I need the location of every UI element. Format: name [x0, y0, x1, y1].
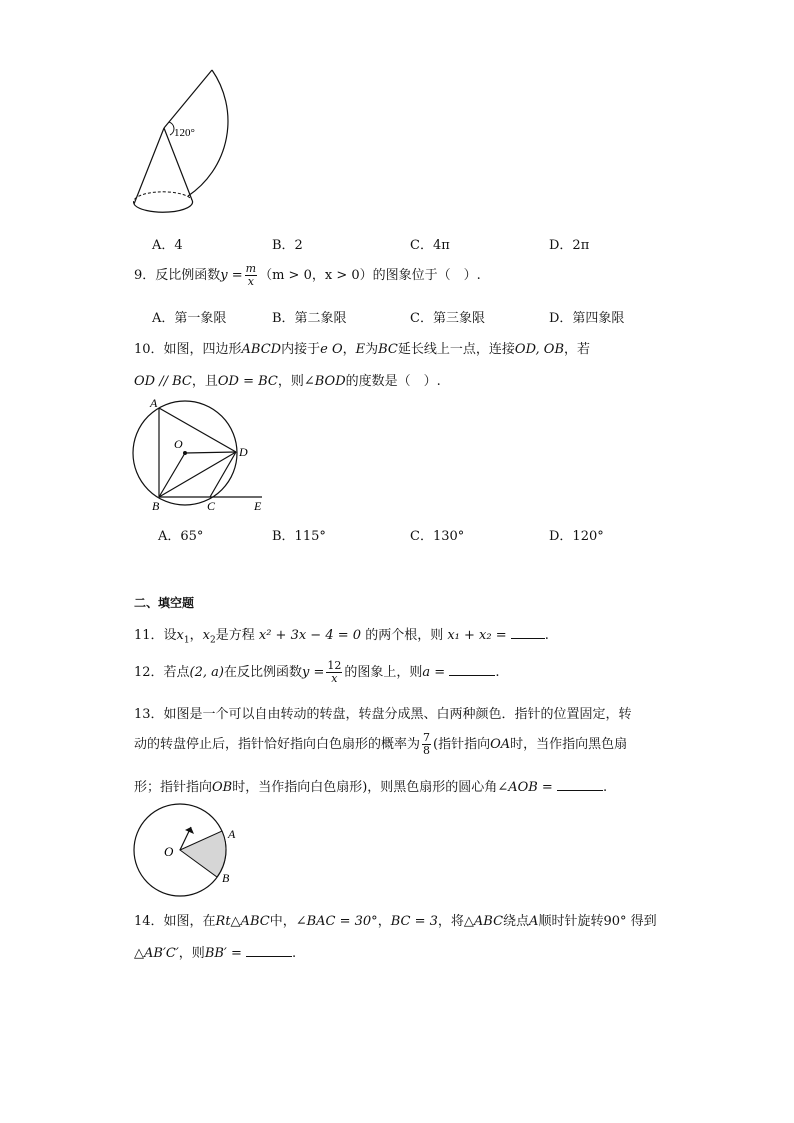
- q10-t6: ，若: [564, 342, 591, 357]
- q11-equation: x² + 3x − 4 = 0: [258, 628, 362, 643]
- q9-fraction: [245, 263, 257, 288]
- seg-od: [185, 452, 236, 453]
- sector-edge-top: [164, 70, 212, 128]
- section-title: 二、填空题: [134, 596, 195, 610]
- label-o: O: [164, 844, 174, 859]
- q11-x1: x: [176, 628, 184, 643]
- q13-oa: OA: [490, 737, 511, 752]
- q10-t7: ，且: [191, 374, 218, 389]
- q9-den: x: [247, 275, 254, 288]
- q10-option-c[interactable]: C．130°: [410, 529, 465, 544]
- q10-circle-o: e O: [320, 342, 343, 357]
- q14-t8: ，则: [178, 946, 205, 961]
- q11-answer-blank[interactable]: [511, 626, 545, 639]
- q12-fraction: [326, 660, 342, 685]
- label-a: A: [150, 396, 158, 410]
- q10-abcd: ABCD: [241, 342, 282, 357]
- q10-odob: OD, OB: [514, 342, 564, 357]
- q12-t2: 在反比例函数: [223, 665, 302, 680]
- q13-t2: (指针指向: [433, 737, 491, 752]
- q14-triangle: △ABC: [463, 914, 504, 929]
- q11-sub2: 2: [209, 635, 216, 646]
- q10-t1: 10．如图，四边形: [134, 342, 242, 357]
- q9-num: m: [245, 262, 257, 275]
- q13-answer-blank[interactable]: [557, 778, 603, 791]
- label-b: B: [152, 499, 160, 513]
- q11-sum: x₁ + x₂ =: [447, 628, 507, 643]
- q14-t2: 中，: [269, 914, 296, 929]
- q14-t1: 14．如图，在: [134, 914, 216, 929]
- q13-den: 8: [423, 744, 431, 757]
- q10-option-b[interactable]: B．115°: [272, 529, 326, 544]
- q14-line2: [134, 942, 296, 961]
- q12-point: (2, a): [189, 665, 224, 680]
- q9-text-2: 的图象位于（ ）.: [372, 268, 481, 283]
- q14-point-a: A: [529, 914, 539, 929]
- q12-stem: [134, 660, 499, 686]
- shaded-sector: [180, 831, 226, 877]
- q10-stem-line2: [134, 370, 441, 389]
- cone-base-front: [134, 200, 193, 212]
- q11-t1: 11．设: [134, 628, 177, 643]
- q9-condition: （m > 0，x > 0）: [259, 268, 373, 283]
- q10-angle-bod: ∠BOD: [303, 374, 346, 389]
- q10-option-d[interactable]: D．120°: [549, 529, 604, 544]
- q14-bc: BC = 3: [390, 914, 438, 929]
- q14-end: .: [292, 946, 297, 961]
- seg-ob: [159, 453, 185, 497]
- q9-option-d[interactable]: D．第四象限: [549, 311, 625, 326]
- cone-base-back: [133, 192, 192, 204]
- q13-t4: 形；指针指向: [134, 780, 213, 795]
- q13-line1: 13．如图是一个可以自由转动的转盘，转盘分成黑、白两种颜色．指针的位置固定，转: [134, 707, 632, 722]
- angle-label: 120°: [174, 127, 195, 139]
- spinner-figure: [128, 800, 248, 900]
- q10-t4: 为: [365, 342, 379, 357]
- q10-t2: 内接于: [281, 342, 321, 357]
- q11-comma: ，: [189, 628, 203, 643]
- q14-bb: BB′ =: [204, 946, 242, 961]
- q10-t5: 延长线上一点，连接: [397, 342, 515, 357]
- point-o: [183, 451, 187, 455]
- q10-stem-line1: [134, 338, 590, 357]
- cone-sector-figure: [128, 66, 248, 218]
- q13-line3: [134, 776, 607, 795]
- q13-end: .: [602, 780, 608, 795]
- pointer-arrow-icon: [185, 827, 194, 834]
- q13-angle: ∠AOB =: [497, 780, 553, 795]
- q12-den: x: [331, 672, 338, 685]
- q10-option-a[interactable]: A．65°: [158, 529, 204, 544]
- q11-t3: 的两个根，则: [365, 628, 444, 643]
- q13-line2: [134, 732, 627, 758]
- q8-option-a[interactable]: A．4: [152, 238, 183, 253]
- q12-var: a =: [422, 665, 446, 680]
- q8-option-b[interactable]: B．2: [272, 238, 303, 253]
- q10-t3: ，: [342, 342, 356, 357]
- q12-num: 12: [327, 659, 342, 672]
- q14-t7: 得到: [630, 914, 657, 929]
- label-b: B: [222, 871, 230, 885]
- q11-x2: x: [202, 628, 210, 643]
- q9-option-c[interactable]: C．第三象限: [410, 311, 485, 326]
- q10-t9: 的度数是（ ）.: [345, 374, 441, 389]
- q9-text-1: 9．反比例函数: [134, 268, 221, 283]
- q14-t6: 顺时针旋转: [538, 914, 604, 929]
- seg-bd: [159, 452, 236, 497]
- q14-degrees: 90°: [603, 914, 627, 929]
- q10-bc: BC: [378, 342, 398, 357]
- q14-triangle-rotated: △AB′C′: [134, 946, 179, 961]
- q14-rt-triangle: Rt△ABC: [215, 914, 270, 929]
- q14-t5: 绕点: [503, 914, 530, 929]
- q12-y-eq: y =: [302, 665, 325, 680]
- q8-option-d[interactable]: D．2π: [549, 238, 590, 253]
- q11-t2: 是方程: [215, 628, 255, 643]
- q9-option-b[interactable]: B．第二象限: [272, 311, 347, 326]
- q11-end: .: [544, 628, 549, 643]
- q12-answer-blank[interactable]: [449, 663, 495, 676]
- q14-t3: ，: [377, 914, 391, 929]
- label-d: D: [239, 445, 248, 459]
- q12-t1: 12．若点: [134, 665, 190, 680]
- q11-sub1: 1: [183, 635, 190, 646]
- q10-circle-figure: [128, 394, 278, 516]
- q9-option-a[interactable]: A．第一象限: [152, 311, 227, 326]
- q13-ob: OB: [212, 780, 233, 795]
- q14-t4: ，将: [437, 914, 464, 929]
- q10-od-parallel: OD // BC: [134, 374, 192, 389]
- q13-num: 7: [423, 731, 431, 744]
- q8-option-c[interactable]: C．4π: [410, 238, 450, 253]
- q13-t3: 时，当作指向黑色扇: [510, 737, 628, 752]
- q13-fraction: [422, 732, 431, 757]
- q10-e: E: [355, 342, 366, 357]
- label-c: C: [207, 499, 216, 513]
- q13-t1: 动的转盘停止后，指针恰好指向白色扇形的概率为: [134, 737, 421, 752]
- q13-t5: 时，当作指向白色扇形)，则黑色扇形的圆心角: [232, 780, 498, 795]
- q14-answer-blank[interactable]: [246, 944, 292, 957]
- q14-line1: [134, 910, 657, 929]
- label-o: O: [174, 437, 183, 451]
- label-a: A: [228, 827, 236, 841]
- q10-t8: ，则: [277, 374, 304, 389]
- q10-od-eq-bc: OD = BC: [217, 374, 278, 389]
- q12-end: .: [495, 665, 500, 680]
- q9-stem: [134, 263, 481, 289]
- seg-ad: [159, 408, 236, 452]
- q14-angle: ∠BAC = 30°: [295, 914, 378, 929]
- q9-y-eq: y =: [220, 268, 243, 283]
- q12-t3: 的图象上，则: [344, 665, 423, 680]
- label-e: E: [254, 499, 262, 513]
- q11-stem: [134, 624, 549, 646]
